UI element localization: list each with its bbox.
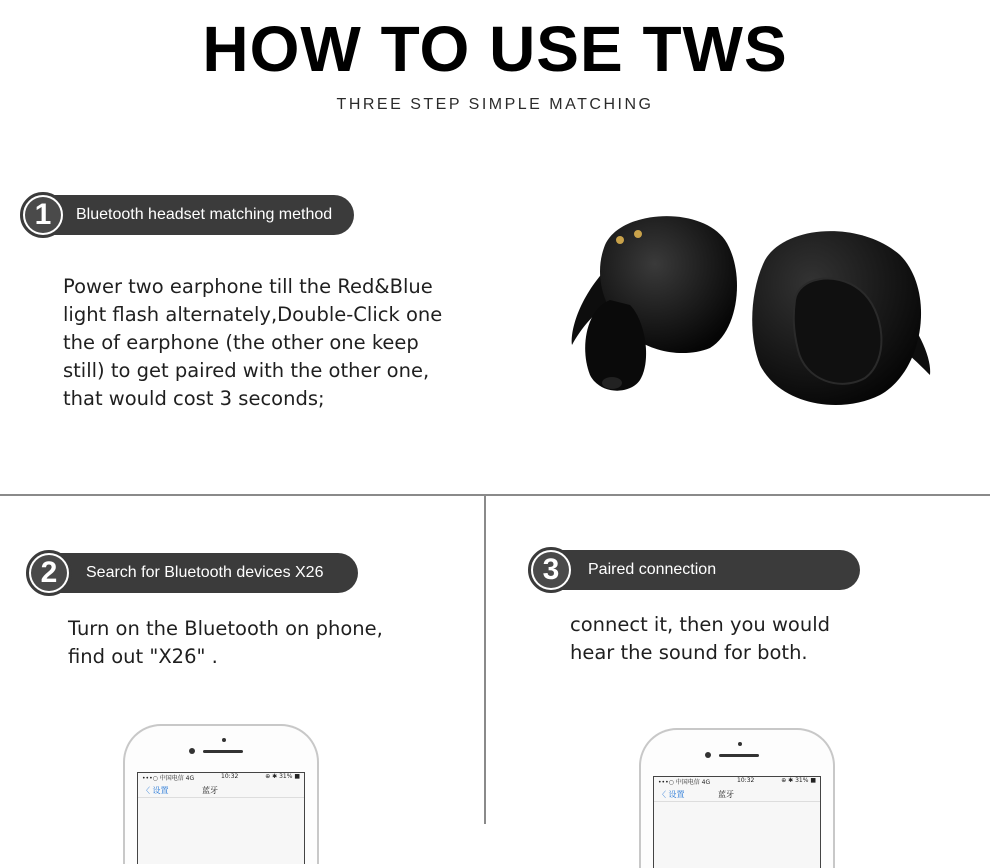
phone-status-bar: [138, 773, 304, 783]
earbuds-image: [560, 200, 940, 415]
carrier-text: •••○ 中国电信 4G: [658, 779, 711, 786]
carrier-text: •••○ 中国电信 4G: [142, 775, 195, 782]
phone-nav-bar: [138, 783, 304, 798]
step-1-description: Power two earphone till the Red&Blue light flash alternately,Double-Click one the of earphone (the other one keep still) to get paired with the other one, that would cost 3 seconds;: [63, 275, 443, 410]
phone-screen: [653, 776, 821, 868]
time-text: 10:32: [737, 777, 755, 784]
battery-text: ⊕ ✱ 31% ■: [265, 773, 300, 780]
phone-sensor: [222, 738, 226, 742]
step-3-label-pill: [556, 550, 860, 590]
step-2-label-pill: [54, 553, 358, 593]
phone-camera-icon: [189, 748, 195, 754]
section-divider-horizontal: [0, 494, 990, 496]
page-title: HOW TO USE TWS: [202, 13, 788, 85]
charge-contact-icon: [616, 236, 624, 244]
phone-sensor: [738, 742, 742, 746]
screen-title: 蓝牙: [202, 785, 218, 795]
step-3-description: connect it, then you would hear the sound for both.: [570, 613, 831, 664]
step-1-badge: [20, 192, 66, 238]
section-divider-vertical: [484, 494, 486, 824]
phone-illustration-1: [123, 724, 319, 864]
step-2-number: 2: [31, 555, 67, 591]
step-2-badge: [26, 550, 72, 596]
step-1-label: Bluetooth headset matching method: [76, 206, 333, 223]
phone-speaker: [203, 750, 243, 753]
charge-contact-icon: [634, 230, 642, 238]
step-2-description: Turn on the Bluetooth on phone, find out "X26" .: [68, 617, 383, 668]
phone-camera-icon: [705, 752, 711, 758]
time-text: 10:32: [221, 773, 239, 780]
phone-status-bar: [654, 777, 820, 787]
screen-title: 蓝牙: [718, 789, 734, 799]
step-3-number: 3: [533, 552, 569, 588]
phone-speaker: [719, 754, 759, 757]
phone-nav-bar: [654, 787, 820, 802]
step-3-label: Paired connection: [588, 561, 717, 578]
step-1-label-pill: [44, 195, 354, 235]
step-3-badge: [528, 547, 574, 593]
back-button[interactable]: 〈 设置: [142, 785, 169, 795]
phone-illustration-2: [639, 728, 835, 868]
ear-tip-opening: [602, 377, 622, 389]
back-button[interactable]: 〈 设置: [658, 789, 685, 799]
battery-text: ⊕ ✱ 31% ■: [781, 777, 816, 784]
step-1-number: 1: [25, 197, 61, 233]
step-2-label: Search for Bluetooth devices X26: [86, 564, 324, 581]
phone-screen: [137, 772, 305, 864]
page-subtitle: THREE STEP SIMPLE MATCHING: [336, 96, 654, 113]
